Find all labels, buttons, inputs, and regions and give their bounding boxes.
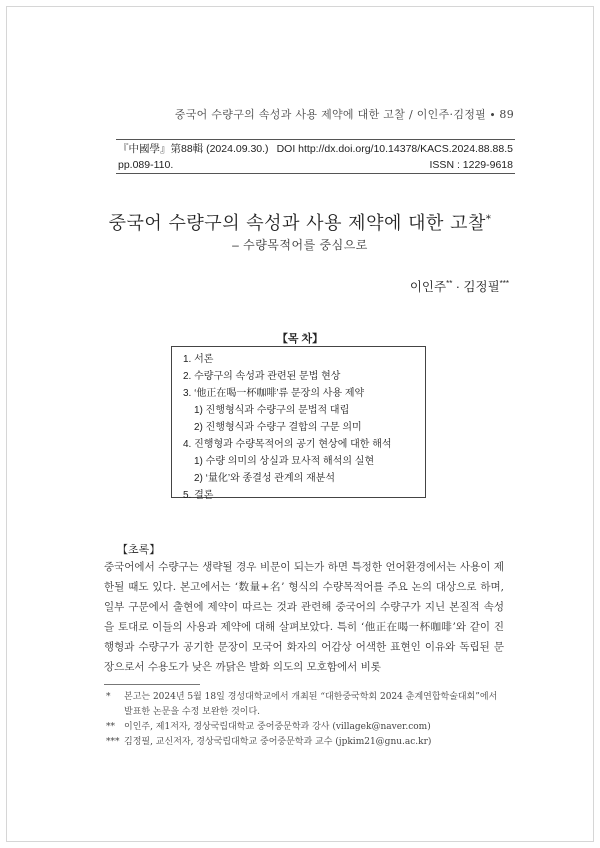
paper-title <box>0 209 600 235</box>
table-of-contents <box>171 346 426 501</box>
author-separator: · <box>452 280 464 294</box>
abstract-body: 중국어에서 수량구는 생략될 경우 비문이 되는가 하면 특정한 언어환경에서는 사용이 제한될 때도 있다. 본고에서는 ‘数量+名’ 형식의 수량목적어를 주요 논의 대상으로 하며, 일부 구문에서 출현에 제약이 따르는 것과 관련해 중국어의 수량구가 지닌 본질적 속성을 토대로 이들의 사용과 제약에 대해 살펴보았다. 특히 ‘他正在喝一杯咖啡’와 같이 진행형과 수량구가 공기한 문장이 모국어 화자의 어감상 어색한 표현인 이유와 독립된 문장으로서 수용도가 낮은 까닭은 발화 의도의 모호함에서 비롯 <box>104 561 504 673</box>
toc-item: 5. 결론 <box>183 490 214 501</box>
toc-item: 1. 서론 <box>183 354 214 365</box>
footnotes <box>104 690 504 750</box>
toc-subitem: 1) 수량 의미의 상실과 묘사적 해석의 실현 <box>194 456 375 467</box>
metadata-bottom-rule <box>116 173 515 174</box>
footnote <box>104 720 504 735</box>
footnote <box>104 690 504 720</box>
footnote-separator <box>104 684 200 685</box>
toc-list <box>172 347 425 504</box>
journal-citation: 『中國學』第88輯 (2024.09.30.) <box>118 143 269 155</box>
metadata-row <box>116 140 515 157</box>
footnote-text: 본고는 2024년 5월 18일 경성대학교에서 개최된 “대한중국학회 2024 춘계연합학술대회”에서 발표한 논문을 수정 보완한 것이다. <box>124 692 498 717</box>
footnote-mark: ** <box>106 722 115 732</box>
toc-subitem: 2) 진행형식과 수량구 결합의 구문 의미 <box>194 422 362 433</box>
toc-subitem: 1) 진행형식과 수량구의 문법적 대립 <box>194 405 350 416</box>
author-footnote-mark[interactable]: ** <box>446 278 453 288</box>
article-metadata <box>116 139 515 174</box>
toc-item: 4. 진행형과 수량목적어의 공기 현상에 대한 해석 <box>183 439 392 450</box>
paper-subtitle: – 수량목적어를 중심으로 <box>232 238 368 252</box>
author-name: 김정필 <box>463 280 500 294</box>
footnote <box>104 735 504 750</box>
running-head: 중국어 수량구의 속성과 사용 제약에 대한 고찰 / 이인주·김정필 ∙ 89 <box>174 108 514 121</box>
author-line <box>410 277 509 295</box>
toc-heading: 【목 차】 <box>276 333 324 345</box>
issn: ISSN : 1229-9618 <box>429 159 513 171</box>
footnote-mark: *** <box>106 737 120 747</box>
abstract-label: 【초록】 <box>117 543 161 556</box>
footnote-text: 김정필, 교신저자, 경상국립대학교 중어중문학과 교수 (jpkim21@gnu.ac.kr) <box>124 737 432 747</box>
title-text: 중국어 수량구의 속성과 사용 제약에 대한 고찰 <box>108 213 486 234</box>
doi-link[interactable]: DOI http://dx.doi.org/10.14378/KACS.2024.88.88.5 <box>276 143 513 155</box>
page-range: pp.089-110. <box>118 159 174 171</box>
metadata-row <box>116 157 515 173</box>
toc-item: 3. ‘他正在喝一杯咖啡’류 문장의 사용 제약 <box>183 388 365 399</box>
footnote-mark: * <box>106 692 111 702</box>
author-footnote-mark[interactable]: *** <box>499 278 509 288</box>
toc-item: 2. 수량구의 속성과 관련된 문법 현상 <box>183 371 341 382</box>
title-footnote-mark[interactable]: * <box>485 214 492 225</box>
footnote-text: 이인주, 제1저자, 경상국립대학교 중어중문학과 강사 (villagek@naver.com) <box>124 722 431 732</box>
author-name: 이인주 <box>409 280 447 294</box>
toc-subitem: 2) ‘量化’와 종결성 관계의 재분석 <box>194 473 336 484</box>
